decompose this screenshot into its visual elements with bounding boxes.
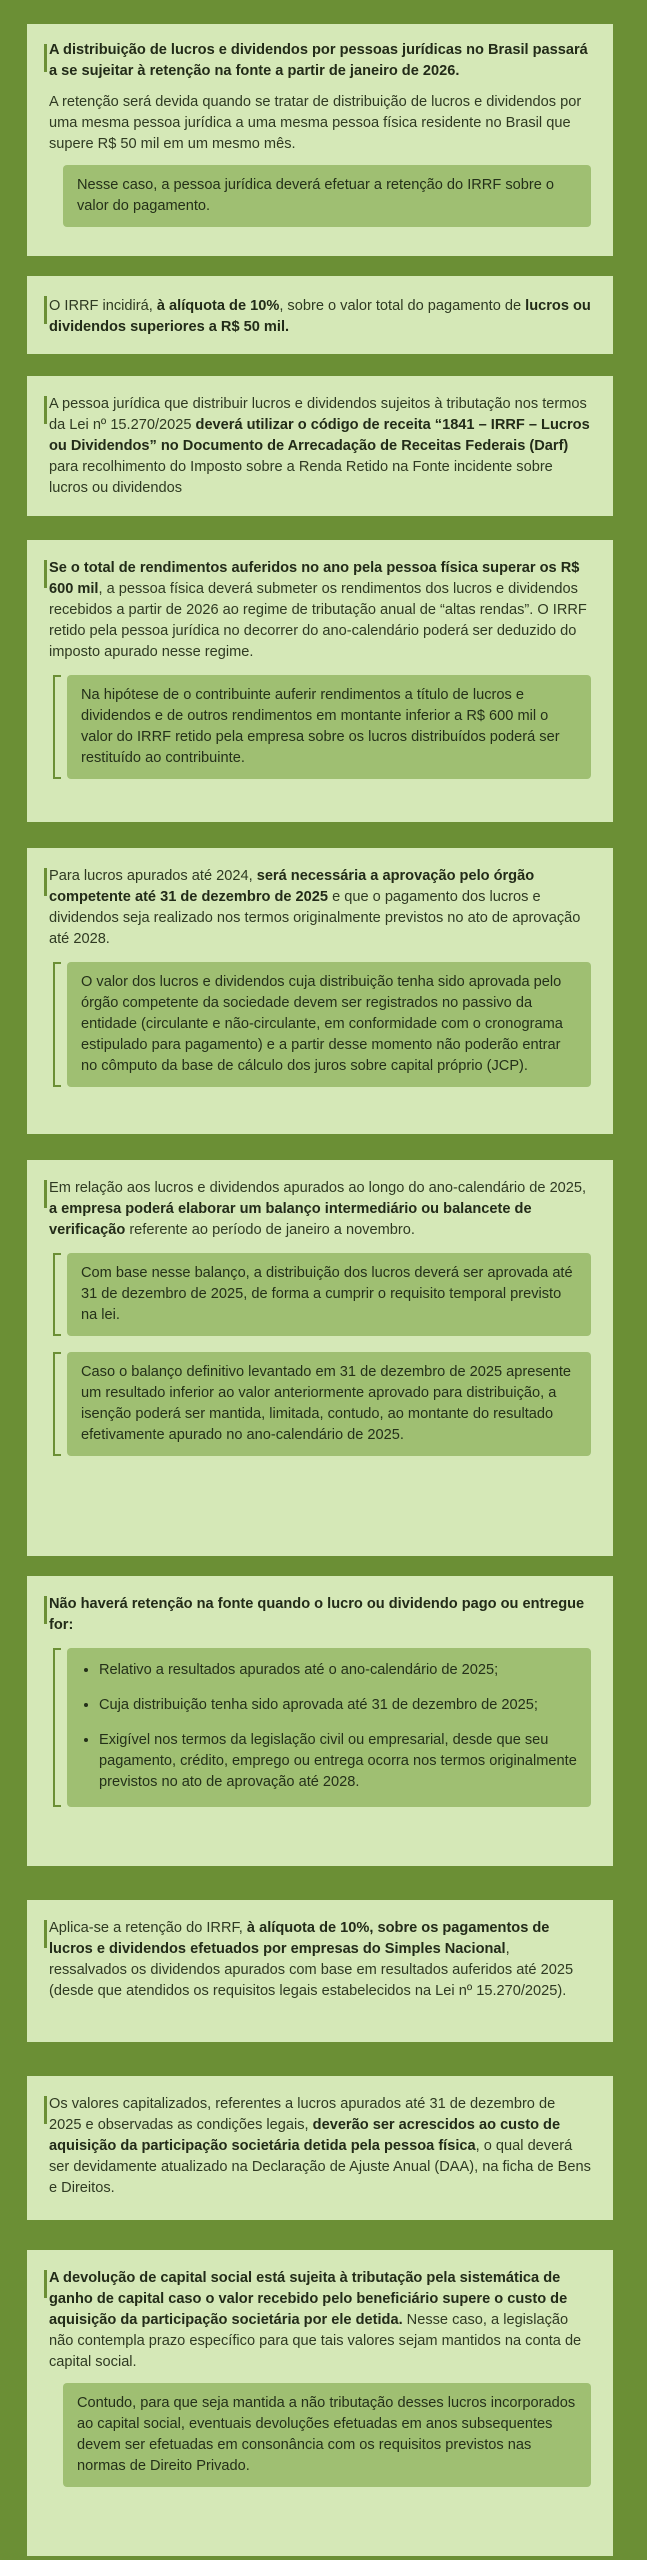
bold-run: a empresa poderá elaborar um balanço intermediário ou balancete de verificação — [49, 1201, 532, 1238]
card-retencao-inicio — [27, 24, 613, 256]
frame-cap — [53, 1805, 61, 1807]
note-text: Caso o balanço definitivo levantado em 31 de dezembro de 2025 apresente um resultado inferior ao valor anteriormente aprovado para distribuição, a isenção poderá ser mantida, limitada, contudo, ao montante do resultado efetivamente apurado no ano-calendário de 2025. — [81, 1364, 572, 1443]
frame-cap — [53, 1454, 61, 1456]
note-box — [63, 165, 591, 227]
list-item: • Relativo a resultados apurados até o ano-calendário de 2025; — [99, 1660, 577, 1681]
bold-run: à alíquota de 10% — [156, 298, 280, 314]
text-run: , a pessoa física deverá submeter os rendimentos dos lucros e dividendos recebidos a partir de 2026 ao regime de tributação anual de “altas rendas”. O IRRF retido pela pessoa jurídica no decorrer do ano-calendário poderá ser deduzido do imposto apurado nesse regime. — [49, 581, 587, 660]
card-altas-rendas — [27, 540, 613, 822]
note-box — [67, 1352, 591, 1456]
card-title: A distribuição de lucros e dividendos por pessoas jurídicas no Brasil passará a se sujeitar à retenção na fonte a partir de janeiro de 2026. — [49, 42, 588, 79]
card-title: Não haverá retenção na fonte quando o lucro ou dividendo pago ou entregue for: — [49, 1596, 585, 1633]
frame-cap — [53, 1334, 61, 1336]
card-text — [49, 2094, 591, 2199]
text-run: referente ao período de janeiro a novembro. — [125, 1222, 415, 1238]
card-text — [49, 1178, 591, 1241]
note-box — [67, 962, 591, 1087]
note-text: Com base nesse balanço, a distribuição dos lucros deverá ser aprovada até 31 de dezembro de 2025, de forma a cumprir o requisito temporal previsto na lei. — [81, 1265, 573, 1323]
list-item: • Exigível nos termos da legislação civil ou empresarial, desde que seu pagamento, crédito, emprego ou entrega ocorra nos termos originalmente previstos no ato de aprovação até 2028. — [99, 1730, 577, 1793]
note-frame — [49, 1352, 591, 1456]
card-balanco-intermediario — [27, 1160, 613, 1556]
list-frame — [49, 1648, 591, 1807]
text-run: O IRRF incidirá, — [49, 298, 157, 314]
card-simples-nacional — [27, 1900, 613, 2042]
text-run: , o qual deverá ser devidamente atualizado na Declaração de Ajuste Anual (DAA), na ficha de Bens e Direitos. — [49, 2138, 591, 2196]
bold-run: será necessária a aprovação pelo órgão competente até 31 de dezembro de 2025 — [49, 868, 535, 905]
note-frame — [49, 675, 591, 779]
list-box — [67, 1648, 591, 1807]
card-darf — [27, 376, 613, 516]
exception-list — [81, 1660, 577, 1793]
note-box — [63, 2383, 591, 2487]
card-text — [49, 394, 591, 499]
text-run: A pessoa jurídica que distribuir lucros e dividendos sujeitos à tributação nos termos da Lei nº 15.270/2025 — [49, 396, 587, 433]
note-text: Nesse caso, a pessoa jurídica deverá efetuar a retenção do IRRF sobre o valor do pagamento. — [77, 177, 554, 214]
note-frame — [49, 1253, 591, 1336]
card-text — [49, 558, 591, 663]
card-text: A retenção será devida quando se tratar de distribuição de lucros e dividendos por uma mesma pessoa jurídica a uma mesma pessoa física residente no Brasil que supere R$ 50 mil em um mesmo mês. — [49, 94, 582, 152]
frame-cap — [53, 777, 61, 779]
note-frame — [49, 962, 591, 1087]
text-run: Aplica-se a retenção do IRRF, — [49, 1920, 247, 1936]
bold-run: A devolução de capital social está sujeita à tributação pela sistemática de ganho de capital caso o valor recebido pelo beneficiário supere o custo de aquisição da participação societária por ele detida. — [49, 2270, 568, 2328]
text-run: Nesse caso, a legislação não contempla prazo específico para que tais valores sejam mantidos na conta de capital social. — [49, 2312, 582, 2370]
bold-run: deverá utilizar o código de receita “1841 – IRRF – Lucros ou Dividendos” no Documento de Arrecadação de Receitas Federais (Darf) — [49, 417, 590, 454]
card-sem-retencao — [27, 1576, 613, 1866]
card-text — [49, 1918, 591, 2002]
text-run: Em relação aos lucros e dividendos apurados ao longo do ano-calendário de 2025, — [49, 1180, 587, 1196]
frame-cap — [53, 1085, 61, 1087]
note-box — [67, 1253, 591, 1336]
text-run: e que o pagamento dos lucros e dividendos seja realizado nos termos originalmente previstos no ato de aprovação até 2028. — [49, 889, 581, 947]
bold-run: lucros ou dividendos superiores a R$ 50 mil. — [49, 298, 591, 335]
card-text — [49, 2268, 591, 2373]
bold-run: à alíquota de 10%, sobre os pagamentos de lucros e dividendos efetuados por empresas do Simples Nacional — [49, 1920, 550, 1957]
bold-run: Se o total de rendimentos auferidos no ano pela pessoa física superar os R$ 600 mil — [49, 560, 580, 597]
text-run: Para lucros apurados até 2024, — [49, 868, 257, 884]
list-item: • Cuja distribuição tenha sido aprovada até 31 de dezembro de 2025; — [99, 1695, 577, 1716]
note-text: Contudo, para que seja mantida a não tributação desses lucros incorporados ao capital social, eventuais devoluções efetuadas em anos subsequentes devem ser efetuadas em consonância com os requisitos previstos nas normas de Direito Privado. — [77, 2395, 576, 2474]
text-run: Os valores capitalizados, referentes a lucros apurados até 31 de dezembro de 2025 e observadas as condições legais, — [49, 2096, 556, 2133]
note-text: Na hipótese de o contribuinte auferir rendimentos a título de lucros e dividendos e de outros rendimentos em montante inferior a R$ 600 mil o valor do IRRF retido pela empresa sobre os lucros distribuídos poderá ser restituído ao contribuinte. — [81, 687, 560, 766]
text-run: , ressalvados os dividendos apurados com base em resultados auferidos até 2025 (desde que atendidos os requisitos legais estabelecidos na Lei nº 15.270/2025). — [49, 1941, 574, 1999]
note-box — [67, 675, 591, 779]
card-lucros-2024 — [27, 848, 613, 1134]
text-run: , sobre o valor total do pagamento de — [279, 298, 526, 314]
card-text — [49, 866, 591, 950]
card-aliquota — [27, 276, 613, 354]
card-valores-capitalizados — [27, 2076, 613, 2220]
bold-run: deverão ser acrescidos ao custo de aquisição da participação societária detida pela pessoa física — [49, 2117, 561, 2154]
card-devolucao-capital — [27, 2250, 613, 2556]
card-text — [49, 296, 591, 338]
note-text: O valor dos lucros e dividendos cuja distribuição tenha sido aprovada pelo órgão competente da sociedade devem ser registrados no passivo da entidade (circulante e não-circulante, em conformidade com o cronograma estipulado para pagamento) e a partir desse momento não poderão entrar no cômputo da base de cálculo dos juros sobre capital próprio (JCP). — [81, 974, 563, 1074]
text-run: para recolhimento do Imposto sobre a Renda Retido na Fonte incidente sobre lucros ou dividendos — [49, 459, 553, 496]
